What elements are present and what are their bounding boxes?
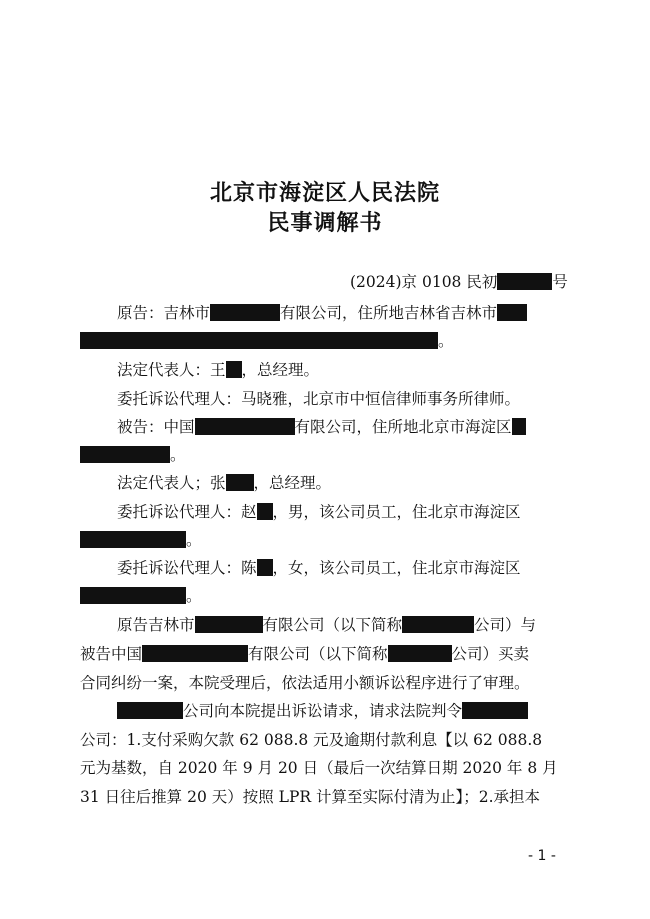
paragraph-2-line-3: 元为基数，自 2020 年 9 月 20 日（最后一次结算日期 2020 年 8 月 bbox=[80, 759, 558, 777]
para1-text: 原告吉林市 bbox=[117, 616, 195, 634]
case-number-prefix: (2024)京 0108 民初 bbox=[350, 273, 498, 291]
para1-text: 被告中国 bbox=[80, 645, 143, 663]
court-title: 北京市海淀区人民法院 bbox=[209, 180, 440, 206]
redaction-block bbox=[226, 474, 254, 491]
redaction-block bbox=[257, 503, 273, 520]
defendant-line-2 bbox=[80, 444, 186, 466]
agent1-details: ，男，该公司员工，住北京市海淀区 bbox=[272, 503, 521, 521]
redaction-block bbox=[80, 332, 438, 349]
plaintiff-agent: 委托诉讼代理人：马晓雅，北京市中恒信律师事务所律师。 bbox=[117, 390, 521, 408]
plaintiff-line-2 bbox=[80, 330, 454, 352]
redaction-block bbox=[195, 616, 263, 633]
case-number-suffix: 号 bbox=[552, 273, 568, 291]
defendant-label: 被告：中国 bbox=[117, 418, 195, 436]
paragraph-2-line-2: 公司：1.支付采购欠款 62 088.8 元及逾期付款利息【以 62 088.8 bbox=[80, 731, 543, 749]
redaction-block bbox=[462, 702, 528, 719]
case-number bbox=[350, 271, 568, 293]
para2-text: 公司向本院提出诉讼请求，请求法院判令 bbox=[183, 702, 463, 720]
redaction-block bbox=[388, 645, 452, 662]
paragraph-2-line-1 bbox=[117, 700, 528, 722]
defendant-representative bbox=[117, 472, 331, 494]
defendant-agent-1-line-1 bbox=[117, 501, 521, 523]
defendant-address-label: 有限公司，住所地北京市海淀区 bbox=[294, 418, 512, 436]
para1-text: 公司）买卖 bbox=[451, 645, 530, 663]
redaction-block bbox=[226, 361, 242, 378]
agent1-label: 委托诉讼代理人：赵 bbox=[117, 503, 257, 521]
redaction-block bbox=[257, 559, 273, 576]
defendant-agent-1-line-2 bbox=[80, 529, 202, 551]
plaintiff-address-label: 有限公司，住所地吉林省吉林市 bbox=[280, 304, 498, 322]
redaction-block bbox=[142, 645, 248, 662]
defendant-line-1 bbox=[117, 416, 526, 438]
page-number: - 1 - bbox=[528, 848, 556, 864]
para1-text: 有限公司（以下简称 bbox=[248, 645, 388, 663]
redaction-block bbox=[80, 531, 186, 548]
para1-text: 公司）与 bbox=[474, 616, 537, 634]
agent2-line-end: 。 bbox=[186, 587, 202, 605]
plaintiff-line-end: 。 bbox=[438, 332, 454, 350]
plaintiff-label: 原告：吉林市 bbox=[117, 304, 211, 322]
redaction-block bbox=[497, 273, 552, 290]
agent2-label: 委托诉讼代理人：陈 bbox=[117, 559, 257, 577]
redaction-block bbox=[80, 446, 170, 463]
redaction-block bbox=[80, 587, 186, 604]
defendant-line-end: 。 bbox=[170, 446, 186, 464]
agent1-line-end: 。 bbox=[186, 531, 202, 549]
redaction-block bbox=[497, 304, 527, 321]
document-type-title: 民事调解书 bbox=[267, 210, 383, 236]
paragraph-1-line-1 bbox=[117, 614, 536, 636]
para1-text: 有限公司（以下简称 bbox=[262, 616, 403, 634]
paragraph-2-line-4: 31 日往后推算 20 天）按照 LPR 计算至实际付清为止】；2.承担本 bbox=[80, 788, 541, 806]
defendant-rep-label: 法定代表人；张 bbox=[117, 474, 226, 492]
paragraph-1-line-3: 合同纠纷一案，本院受理后，依法适用小额诉讼程序进行了审理。 bbox=[80, 674, 530, 692]
redaction-block bbox=[512, 418, 526, 435]
defendant-agent-2-line-1 bbox=[117, 557, 521, 579]
defendant-agent-2-line-2 bbox=[80, 585, 202, 607]
plaintiff-representative bbox=[117, 359, 319, 381]
redaction-block bbox=[195, 418, 295, 435]
plaintiff-line-1 bbox=[117, 302, 527, 324]
defendant-rep-title: ，总经理。 bbox=[253, 474, 332, 492]
paragraph-1-line-2 bbox=[80, 643, 529, 665]
agent2-details: ，女，该公司员工，住北京市海淀区 bbox=[272, 559, 521, 577]
plaintiff-rep-label: 法定代表人：王 bbox=[117, 361, 226, 379]
redaction-block bbox=[117, 702, 183, 719]
redaction-block bbox=[402, 616, 474, 633]
redaction-block bbox=[210, 304, 280, 321]
plaintiff-rep-title: ，总经理。 bbox=[241, 361, 320, 379]
